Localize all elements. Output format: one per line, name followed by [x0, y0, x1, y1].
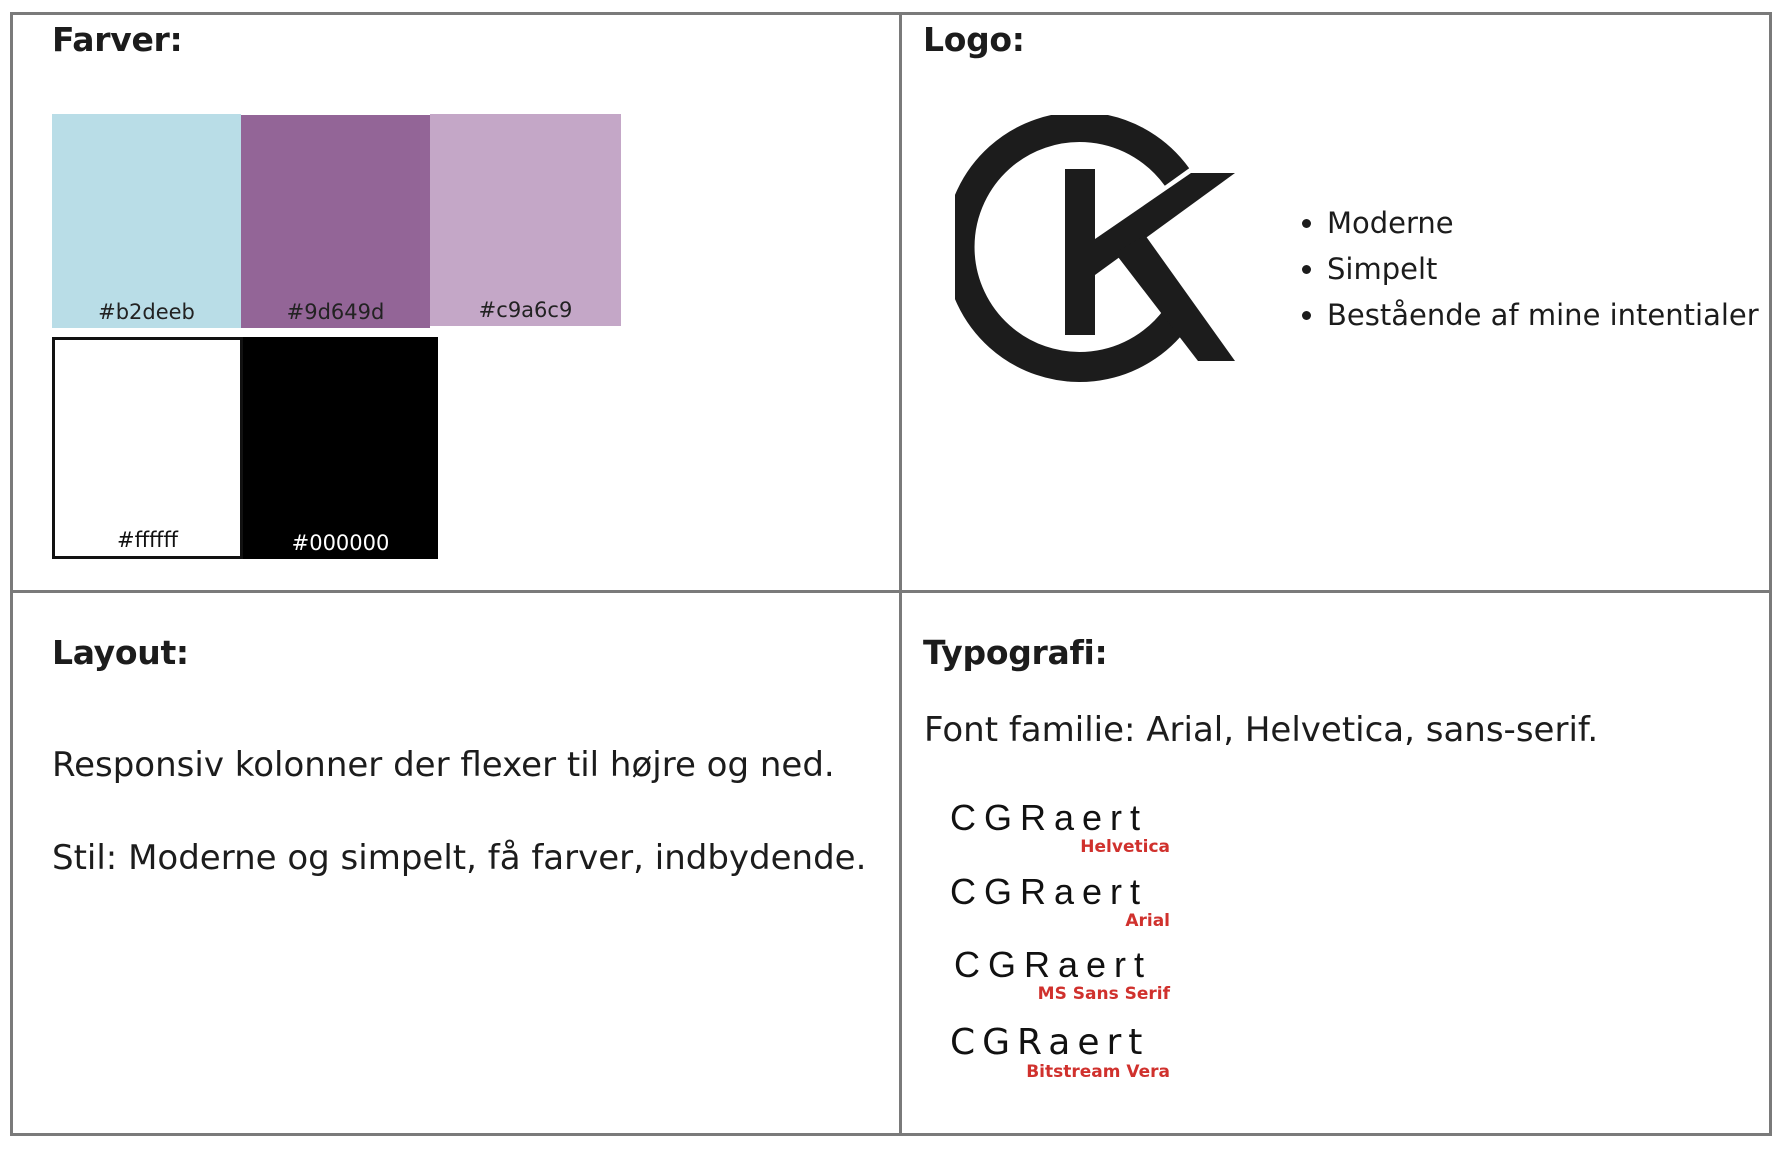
color-swatch-black: [243, 337, 438, 559]
font-sample-text: CGRaert: [950, 871, 1149, 912]
color-swatch-light-purple: [430, 114, 621, 326]
font-sample-text: CGRaert: [950, 1022, 1150, 1063]
font-sample-bitstream-vera: [950, 1022, 1172, 1086]
swatch-label: #9d649d: [286, 300, 385, 324]
list-item: • Moderne: [1327, 200, 1759, 246]
typografi-title: Typografi:: [923, 633, 1108, 672]
color-swatch-purple: [241, 115, 430, 328]
font-sample-text: CGRaert: [950, 797, 1149, 838]
font-sample-helvetica: [950, 797, 1172, 861]
font-sample-name: Helvetica: [1080, 837, 1170, 857]
swatch-label: #ffffff: [116, 528, 178, 552]
layout-title: Layout:: [52, 633, 189, 672]
font-sample-name: MS Sans Serif: [1037, 984, 1170, 1004]
font-family-text: Font familie: Arial, Helvetica, sans-serif.: [924, 710, 1599, 750]
list-item: • Bestående af mine intentialer: [1327, 292, 1759, 338]
list-item: • Simpelt: [1327, 246, 1759, 292]
logo-bullet-list: [1297, 200, 1759, 338]
logo-title: Logo:: [923, 20, 1025, 59]
swatch-label: #c9a6c9: [478, 298, 573, 322]
ck-logo: [955, 115, 1255, 395]
color-swatch-light-blue: [52, 114, 241, 328]
vertical-divider: [899, 15, 902, 1133]
color-swatch-white: [52, 337, 243, 559]
swatch-label: #000000: [291, 531, 390, 555]
swatch-label: #b2deeb: [98, 300, 195, 324]
style-paragraph: Stil: Moderne og simpelt, få farver, indbydende.: [52, 838, 867, 878]
logo-k-upper-arm: [1095, 173, 1235, 275]
font-sample-ms-sans-serif: [950, 944, 1172, 1008]
font-sample-text: CGRaert: [954, 944, 1153, 985]
font-sample-arial: [950, 871, 1172, 935]
layout-paragraph: Responsiv kolonner der flexer til højre og ned.: [52, 745, 835, 785]
logo-k-stem: [1065, 169, 1095, 335]
font-sample-name: Arial: [1125, 911, 1170, 931]
font-sample-name: Bitstream Vera: [1026, 1062, 1170, 1082]
horizontal-divider: [13, 590, 1769, 593]
farver-title: Farver:: [52, 20, 183, 59]
